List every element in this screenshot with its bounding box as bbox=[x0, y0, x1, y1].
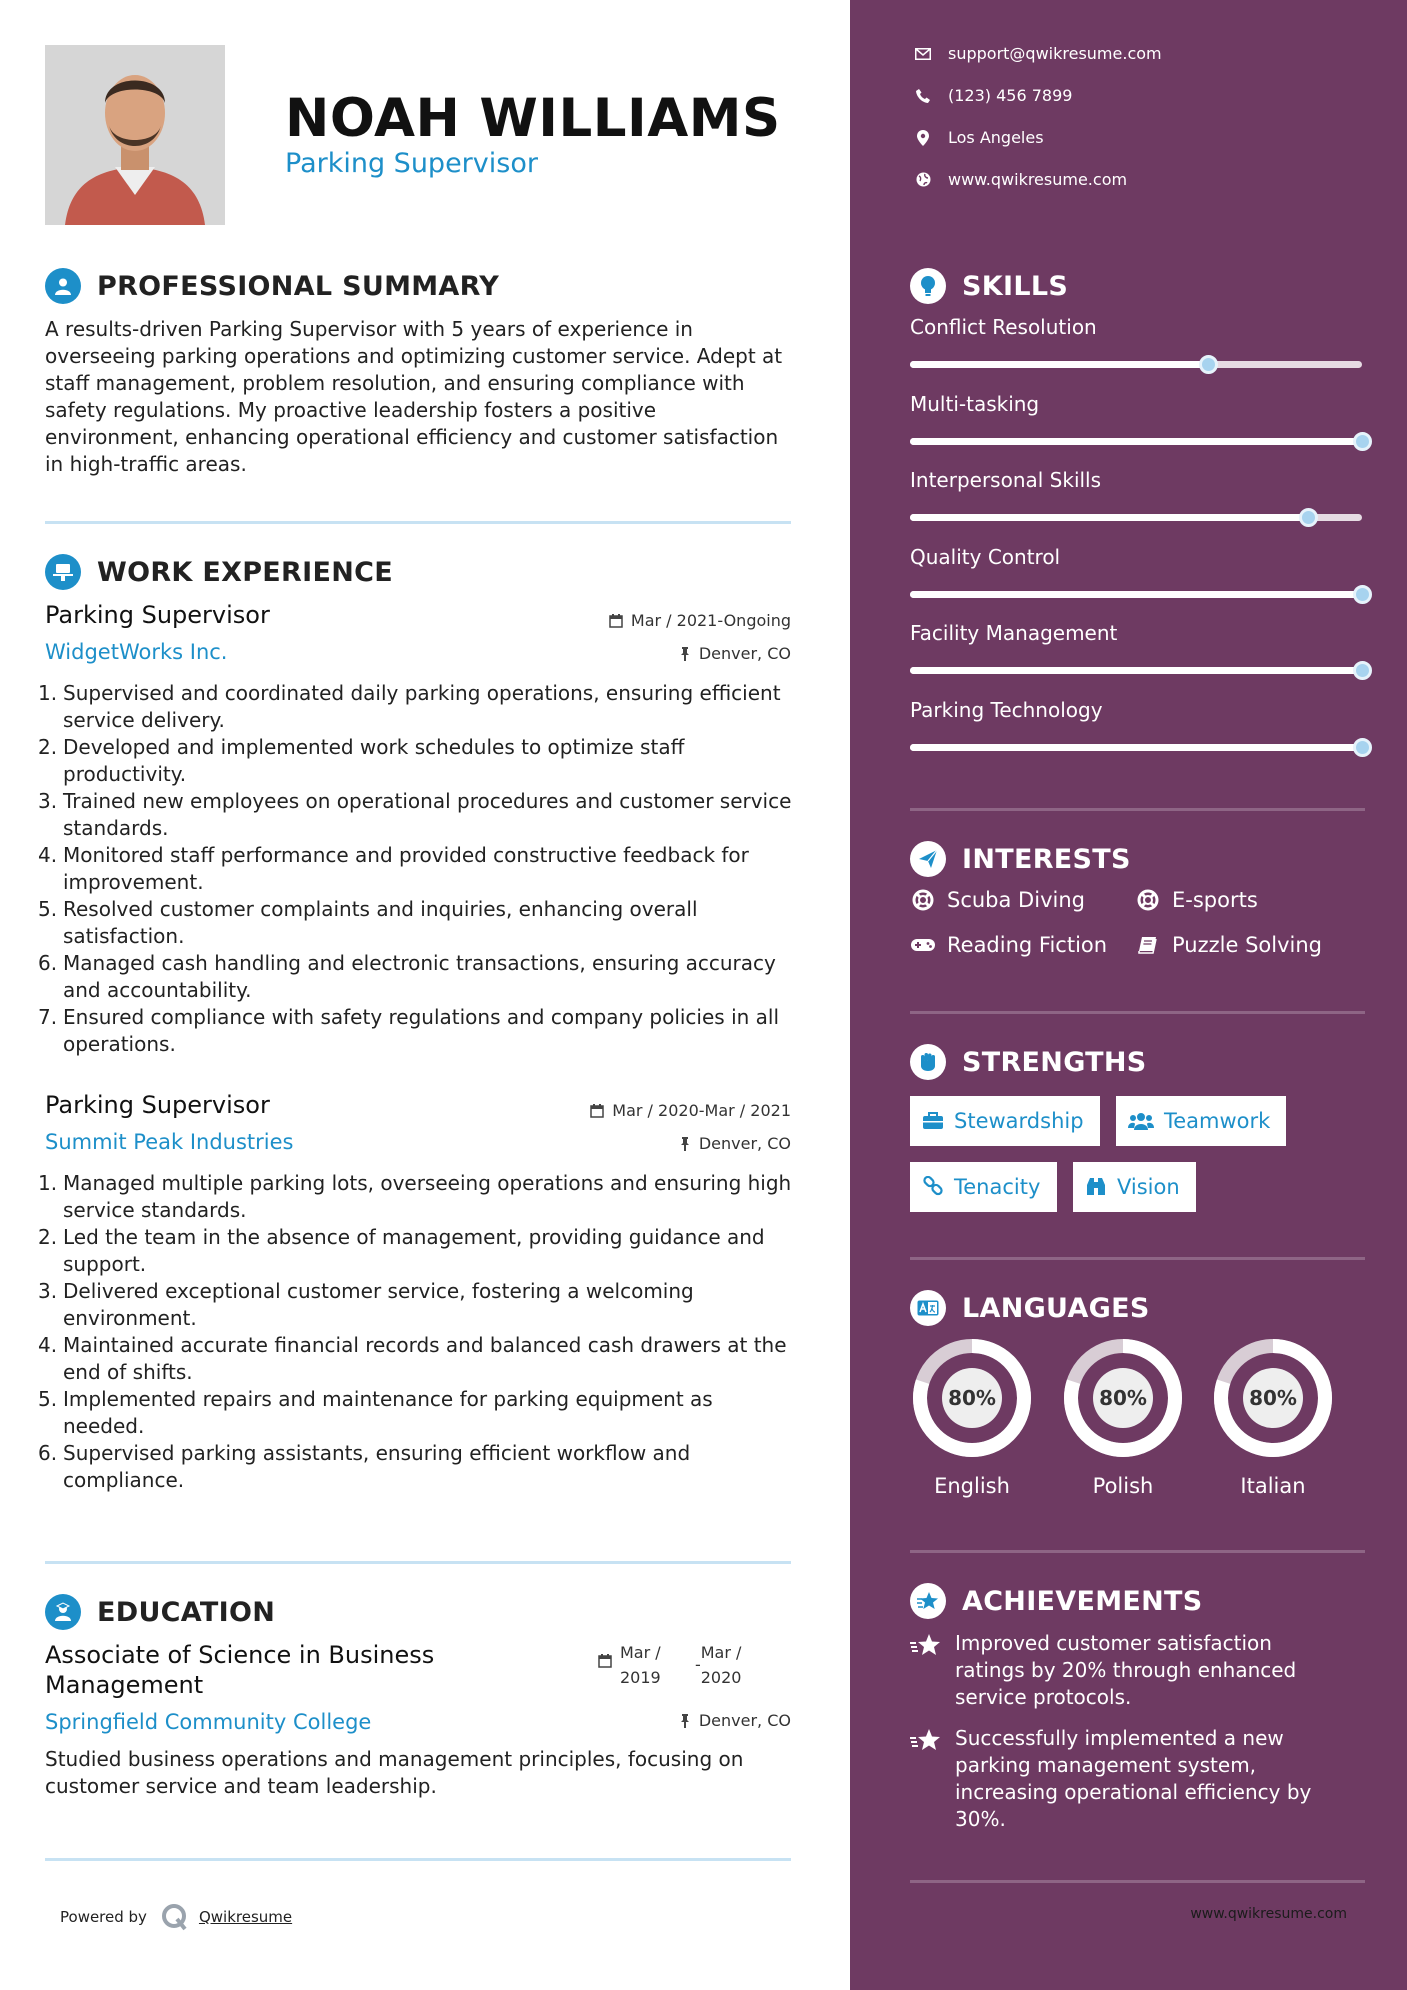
summary-heading bbox=[45, 268, 499, 304]
list-item: 5. Resolved customer complaints and inquiries, enhancing overall satisfaction. bbox=[38, 897, 698, 948]
list-item: 3. Delivered exceptional customer service, fostering a welcoming environment. bbox=[38, 1279, 694, 1330]
divider bbox=[910, 808, 1365, 811]
job-location bbox=[679, 644, 791, 663]
interests-title: INTERESTS bbox=[962, 843, 1131, 875]
interest-label: Scuba Diving bbox=[947, 888, 1085, 912]
translate-icon bbox=[910, 1290, 946, 1326]
achievement-item bbox=[910, 1725, 1340, 1833]
language-label: English bbox=[934, 1474, 1010, 1498]
job-dates-text: Mar / 2021-Ongoing bbox=[630, 611, 791, 630]
job-location-text: Denver, CO bbox=[698, 1134, 791, 1153]
list-item: 6. Supervised parking assistants, ensuring efficient workflow and compliance. bbox=[38, 1441, 691, 1492]
school-name: Springfield Community College bbox=[45, 1710, 372, 1734]
job-dates bbox=[590, 1101, 791, 1120]
calendar-icon bbox=[590, 1104, 604, 1118]
interest-item bbox=[1135, 888, 1258, 912]
contact-location bbox=[910, 128, 1044, 147]
divider bbox=[45, 1858, 791, 1861]
briefcase-icon bbox=[922, 1112, 944, 1130]
job-title: Parking Supervisor bbox=[45, 1091, 270, 1119]
experience-title: WORK EXPERIENCE bbox=[97, 556, 393, 588]
skill-slider-knob bbox=[1353, 738, 1372, 757]
pin-icon bbox=[679, 1714, 691, 1728]
education-heading bbox=[45, 1594, 275, 1630]
divider bbox=[45, 521, 791, 524]
interest-label: Reading Fiction bbox=[947, 933, 1108, 957]
contact-website bbox=[910, 170, 1127, 189]
skill-bar bbox=[910, 514, 1362, 521]
sidebar bbox=[850, 0, 1407, 1990]
list-item: 3. Trained new employees on operational procedures and customer service standards. bbox=[38, 789, 792, 840]
skill-slider-knob bbox=[1353, 585, 1372, 604]
powered-by bbox=[60, 1903, 292, 1931]
candidate-role: Parking Supervisor bbox=[285, 148, 538, 179]
start-month: Mar / bbox=[620, 1643, 661, 1662]
start-year: 2019 bbox=[620, 1668, 661, 1687]
gamepad-icon bbox=[910, 937, 936, 953]
strength-label: Vision bbox=[1117, 1175, 1180, 1199]
skill-label: Parking Technology bbox=[910, 697, 1103, 722]
fist-icon bbox=[910, 1044, 946, 1080]
interest-label: E-sports bbox=[1172, 888, 1258, 912]
strength-label: Stewardship bbox=[954, 1109, 1084, 1133]
interest-label: Puzzle Solving bbox=[1172, 933, 1322, 957]
achievements-title: ACHIEVEMENTS bbox=[962, 1585, 1203, 1617]
skill-bar bbox=[910, 361, 1362, 368]
achievement-text: Successfully implemented a new parking management system, increasing operational efficiency by 30%. bbox=[955, 1726, 1312, 1831]
footer-url[interactable]: www.qwikresume.com bbox=[1190, 1906, 1347, 1922]
degree-title: Associate of Science in Business Management bbox=[45, 1641, 435, 1699]
job-dates-text: Mar / 2020-Mar / 2021 bbox=[612, 1101, 791, 1120]
list-item: 2. Developed and implemented work schedules to optimize staff productivity. bbox=[38, 735, 685, 786]
life-ring-icon bbox=[1135, 889, 1161, 911]
language-gauge bbox=[1211, 1336, 1335, 1460]
interests-heading bbox=[910, 841, 1131, 877]
language-percent: 80% bbox=[1249, 1386, 1297, 1410]
job-title: Parking Supervisor bbox=[45, 601, 270, 629]
paper-plane-icon bbox=[910, 841, 946, 877]
interest-item bbox=[910, 933, 1107, 957]
education-description: Studied business operations and management principles, focusing on customer service and team leadership. bbox=[45, 1747, 744, 1798]
language-item bbox=[1211, 1336, 1335, 1498]
contact-email bbox=[910, 44, 1162, 63]
job-location-text: Denver, CO bbox=[698, 644, 791, 663]
skill-slider-knob bbox=[1353, 661, 1372, 680]
contact-phone bbox=[910, 86, 1072, 105]
book-icon bbox=[1135, 935, 1161, 955]
language-item bbox=[1061, 1336, 1185, 1498]
contact-email-text[interactable]: support@qwikresume.com bbox=[948, 44, 1162, 63]
life-ring-icon bbox=[910, 889, 936, 911]
education-title: EDUCATION bbox=[97, 1596, 276, 1628]
language-percent: 80% bbox=[948, 1386, 996, 1410]
graduate-icon bbox=[45, 1594, 81, 1630]
candidate-name: NOAH WILLIAMS bbox=[285, 88, 781, 149]
profile-photo bbox=[45, 45, 225, 225]
skill-bar bbox=[910, 667, 1362, 674]
divider bbox=[45, 1561, 791, 1564]
languages-heading bbox=[910, 1290, 1150, 1326]
link-icon bbox=[922, 1176, 944, 1198]
experience-heading bbox=[45, 554, 393, 590]
list-item: 7. Ensured compliance with safety regulations and company policies in all operations. bbox=[38, 1005, 780, 1056]
qwikresume-logo-icon bbox=[161, 1903, 189, 1931]
date-separator: - bbox=[694, 1655, 701, 1674]
skill-bar-fill bbox=[910, 667, 1362, 674]
job-company: WidgetWorks Inc. bbox=[45, 640, 228, 664]
summary-text: A results-driven Parking Supervisor with 5 years of experience in overseeing parking operations and optimizing customer service. Adept at staff management, problem resolution, and ensuring compliance with safety regulations. My proactive leadership fosters a positive environment, enhancing operational efficiency and customer satisfaction in high-traffic areas. bbox=[45, 317, 783, 476]
strength-label: Teamwork bbox=[1164, 1109, 1271, 1133]
skill-bar-fill bbox=[910, 361, 1208, 368]
strength-badge bbox=[1116, 1096, 1286, 1146]
language-item bbox=[910, 1336, 1034, 1498]
skill-bar-fill bbox=[910, 514, 1308, 521]
interest-item bbox=[1135, 933, 1322, 957]
list-item: 1. Managed multiple parking lots, overseeing operations and ensuring high service standards. bbox=[38, 1171, 792, 1222]
users-icon bbox=[1128, 1112, 1154, 1130]
job-dates bbox=[609, 611, 791, 630]
list-item: 5. Implemented repairs and maintenance for parking equipment as needed. bbox=[38, 1387, 713, 1438]
strengths-title: STRENGTHS bbox=[962, 1046, 1147, 1078]
skill-label: Interpersonal Skills bbox=[910, 468, 1102, 492]
divider bbox=[910, 1550, 1365, 1553]
end-year: 2020 bbox=[700, 1668, 742, 1687]
star-icon bbox=[910, 1630, 944, 1711]
skill-bar-fill bbox=[910, 438, 1362, 445]
calendar-icon bbox=[609, 614, 623, 628]
user-icon bbox=[45, 268, 81, 304]
desk-icon bbox=[45, 554, 81, 590]
skill-bar-fill bbox=[910, 744, 1362, 751]
calendar-icon bbox=[598, 1654, 612, 1668]
skill-bar bbox=[910, 744, 1362, 751]
star-badge-icon bbox=[910, 1583, 946, 1619]
powered-by-text: Powered by bbox=[60, 1908, 147, 1926]
skill-slider-knob bbox=[1299, 508, 1318, 527]
strength-badge bbox=[910, 1096, 1100, 1146]
divider bbox=[910, 1257, 1365, 1260]
skill-label: Facility Management bbox=[910, 621, 1118, 645]
education-dates bbox=[598, 1640, 741, 1690]
skill-bar-fill bbox=[910, 591, 1362, 598]
contact-website-text[interactable]: www.qwikresume.com bbox=[948, 170, 1128, 189]
contact-location-text: Los Angeles bbox=[948, 128, 1044, 147]
end-month: Mar / bbox=[700, 1643, 742, 1662]
skill-slider-knob bbox=[1199, 355, 1218, 374]
language-gauge bbox=[910, 1336, 1034, 1460]
list-item: 4. Maintained accurate financial records and balanced cash drawers at the end of shifts. bbox=[38, 1333, 787, 1384]
language-label: Italian bbox=[1240, 1474, 1306, 1498]
strength-badge bbox=[1073, 1162, 1196, 1212]
skill-label: Conflict Resolution bbox=[910, 315, 1097, 339]
language-label: Polish bbox=[1092, 1474, 1154, 1498]
education-location-text: Denver, CO bbox=[698, 1711, 791, 1730]
languages-title: LANGUAGES bbox=[962, 1292, 1150, 1324]
education-location bbox=[679, 1711, 791, 1730]
skill-bar bbox=[910, 591, 1362, 598]
phone-icon bbox=[910, 89, 936, 103]
list-item: 6. Managed cash handling and electronic transactions, ensuring accuracy and accountability. bbox=[38, 951, 776, 1002]
summary-title: PROFESSIONAL SUMMARY bbox=[97, 270, 500, 302]
pin-icon bbox=[679, 1137, 691, 1151]
divider bbox=[910, 1011, 1365, 1014]
contact-phone-text: (123) 456 7899 bbox=[948, 86, 1073, 105]
job-company: Summit Peak Industries bbox=[45, 1130, 294, 1154]
list-item: 2. Led the team in the absence of management, providing guidance and support. bbox=[38, 1225, 765, 1276]
map-marker-icon bbox=[910, 130, 936, 146]
skill-label: Quality Control bbox=[910, 544, 1061, 569]
achievement-text: Improved customer satisfaction ratings by 20% through enhanced service protocols. bbox=[955, 1631, 1297, 1709]
strength-badge bbox=[910, 1162, 1057, 1212]
skill-bar bbox=[910, 438, 1362, 445]
envelope-icon bbox=[910, 48, 936, 60]
skill-slider-knob bbox=[1353, 432, 1372, 451]
star-icon bbox=[910, 1725, 944, 1833]
binoculars-icon bbox=[1085, 1177, 1107, 1197]
skill-label: Multi-tasking bbox=[910, 391, 1040, 416]
skills-title: SKILLS bbox=[962, 270, 1069, 302]
list-item: 1. Supervised and coordinated daily parking operations, ensuring efficient service delivery. bbox=[38, 681, 781, 732]
divider bbox=[910, 1880, 1365, 1883]
skills-heading bbox=[910, 268, 1068, 304]
achievement-item bbox=[910, 1630, 1340, 1711]
job-location bbox=[679, 1134, 791, 1153]
lightbulb-icon bbox=[910, 268, 946, 304]
pin-icon bbox=[679, 647, 691, 661]
interest-item bbox=[910, 888, 1085, 912]
globe-icon bbox=[910, 172, 936, 187]
language-percent: 80% bbox=[1099, 1386, 1147, 1410]
job-bullets bbox=[38, 680, 798, 1058]
list-item: 4. Monitored staff performance and provided constructive feedback for improvement. bbox=[38, 843, 749, 894]
job-bullets bbox=[38, 1170, 798, 1494]
qwikresume-link[interactable]: Qwikresume bbox=[198, 1908, 293, 1926]
strength-label: Tenacity bbox=[954, 1175, 1041, 1199]
strengths-heading bbox=[910, 1044, 1147, 1080]
achievements-heading bbox=[910, 1583, 1203, 1619]
language-gauge bbox=[1061, 1336, 1185, 1460]
